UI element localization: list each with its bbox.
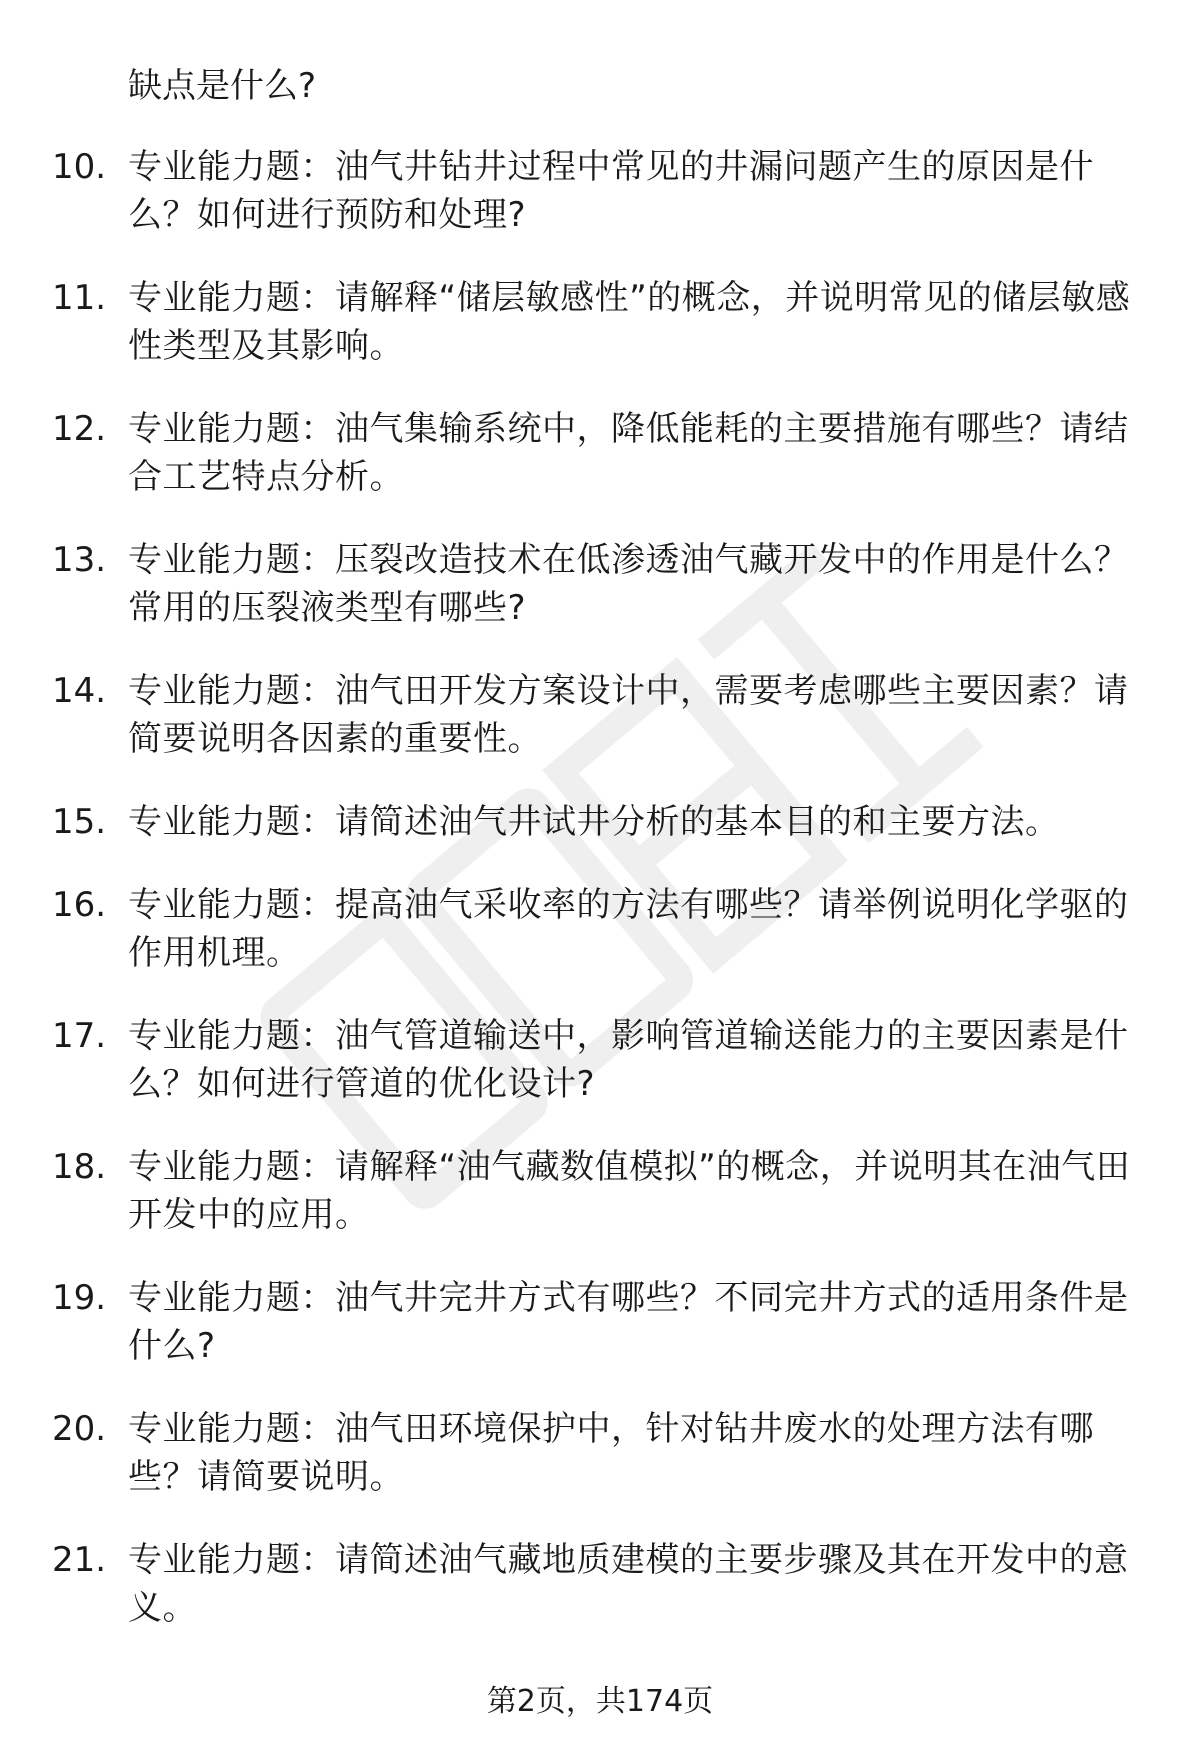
question-number: 19. (52, 1278, 107, 1318)
question-number: 10. (52, 147, 107, 187)
question-number: 13. (52, 540, 107, 580)
list-item (0, 798, 1200, 846)
list-item (0, 1405, 1200, 1501)
question-text: 专业能力题：请简述油气藏地质建模的主要步骤及其在开发中的意义。 (128, 1540, 1129, 1628)
question-text: 专业能力题：请简述油气井试井分析的基本目的和主要方法。 (128, 802, 1060, 842)
list-item (0, 1012, 1200, 1108)
question-text: 专业能力题：油气管道输送中，影响管道输送能力的主要因素是什么？如何进行管道的优化设计? (128, 1016, 1129, 1104)
list-item (0, 667, 1200, 763)
list-item (0, 405, 1200, 501)
question-number: 18. (52, 1147, 107, 1187)
question-number: 12. (52, 409, 107, 449)
question-text: 专业能力题：请解释“油气藏数值模拟”的概念，并说明其在油气田开发中的应用。 (128, 1147, 1131, 1235)
question-number: 16. (52, 885, 107, 925)
question-text: 专业能力题：请解释“储层敏感性”的概念，并说明常见的储层敏感性类型及其影响。 (128, 278, 1131, 366)
list-item (0, 1274, 1200, 1370)
continued-question-text: 缺点是什么? (128, 66, 317, 106)
question-number: 17. (52, 1016, 107, 1056)
list-item (0, 1143, 1200, 1239)
question-number: 14. (52, 671, 107, 711)
question-text: 专业能力题：油气井钻井过程中常见的井漏问题产生的原因是什么？如何进行预防和处理? (128, 147, 1094, 235)
question-number: 21. (52, 1540, 107, 1580)
question-text: 专业能力题：油气田开发方案设计中，需要考虑哪些主要因素？请简要说明各因素的重要性。 (128, 671, 1129, 759)
list-item (0, 143, 1200, 239)
question-number: 20. (52, 1409, 107, 1449)
question-number: 11. (52, 278, 107, 318)
list-item (0, 274, 1200, 370)
question-text: 专业能力题：油气井完井方式有哪些？不同完井方式的适用条件是什么? (128, 1278, 1129, 1366)
question-number: 15. (52, 802, 107, 842)
question-text: 专业能力题：提高油气采收率的方法有哪些？请举例说明化学驱的作用机理。 (128, 885, 1129, 973)
question-text: 专业能力题：油气田环境保护中，针对钻井废水的处理方法有哪些？请简要说明。 (128, 1409, 1094, 1497)
list-item (0, 1536, 1200, 1632)
page-footer: 第2页，共174页 (486, 1684, 714, 1719)
question-list (0, 143, 1200, 1667)
question-text: 专业能力题：油气集输系统中，降低能耗的主要措施有哪些？请结合工艺特点分析。 (128, 409, 1129, 497)
question-text: 专业能力题：压裂改造技术在低渗透油气藏开发中的作用是什么？常用的压裂液类型有哪些? (128, 540, 1129, 628)
list-item (0, 881, 1200, 977)
list-item (0, 536, 1200, 632)
